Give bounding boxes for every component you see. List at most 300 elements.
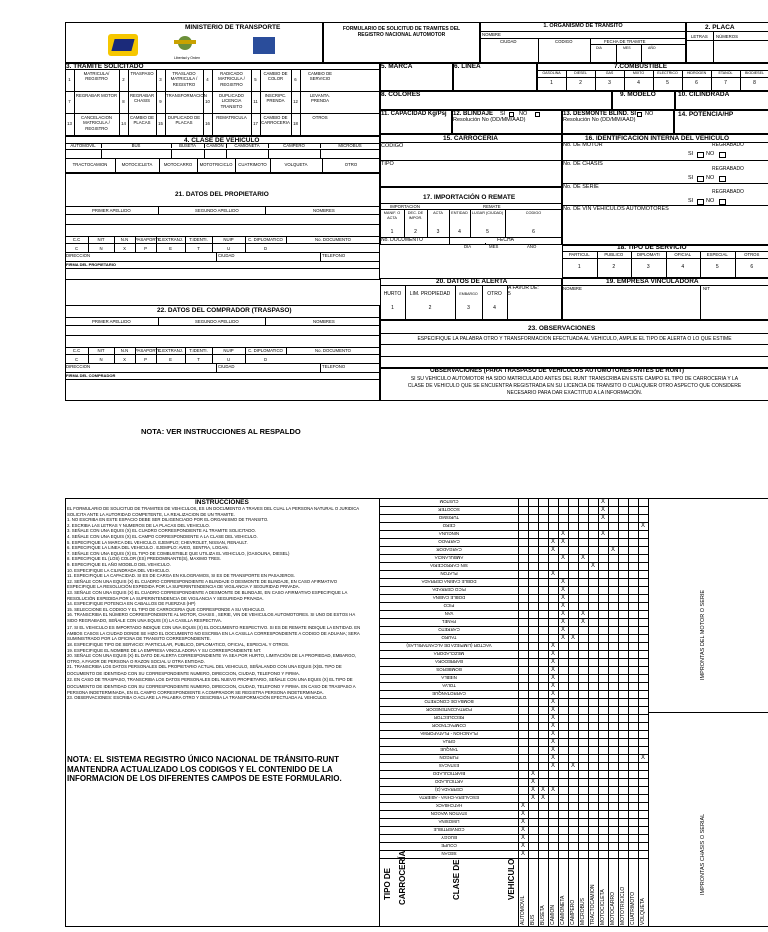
s17-option-1[interactable]: 1 — [390, 229, 394, 235]
vehicle-class-10: MOTOCARRO — [610, 892, 616, 925]
instruction-line: RESOLUCIÓN EXPEDIDA POR LA SUPERINTENDENCIA DE VIGILANCIA Y SEGURIDAD PRIVADA. — [67, 595, 264, 601]
vehicle-class[interactable]: TRACTOCAMION — [72, 162, 108, 167]
s22-id-type: NIT — [97, 348, 105, 353]
s22-ap2: SEGUNDO APELLIDO — [195, 319, 239, 324]
vehicle-class[interactable]: BUSETA — [179, 143, 196, 148]
x-mark[interactable]: X — [580, 611, 585, 617]
s17-option-6[interactable]: 6 — [532, 229, 535, 235]
instruction-line: DOCUMENTO DE IDENTIDAD CON SU CORRESPONDIENTE NUMERO, DIRECCION, CIUDAD, TELEFONO Y FIRMA. EN CASO DE TRASPASO A — [67, 684, 356, 690]
s3-item-label[interactable]: CAMBIO DE CARROCERIA — [261, 115, 290, 126]
instruction-line: 3. SEÑALE CON UNA EQUIS (X) EL CUADRO CORRESPONDIENTE AL TRAMITE SOLICITADO. — [67, 528, 256, 534]
x-mark[interactable]: X — [550, 683, 555, 689]
vehicle-class-9: MOTOCICLETA — [600, 889, 606, 925]
carroceria-label: CARROCERÍA — [398, 850, 407, 905]
s21-ap1: PRIMER APELLIDO — [92, 208, 131, 213]
service-option-6[interactable]: 6 — [750, 264, 754, 270]
x-mark[interactable]: X — [590, 563, 595, 569]
fuel-option-7[interactable]: 7 — [724, 80, 727, 86]
s3-item-num: 1 — [68, 77, 71, 82]
s3-item-num: 15 — [158, 121, 163, 126]
instruction-line: 6. ESPECIFIQUE LA LINEA DEL VEHICULO . EJEMPLO: AVEO, SENTRA, LOGAN. — [67, 545, 229, 551]
s22-id-type: PASAPORTE — [135, 348, 161, 353]
s22-id-type: N.N — [120, 348, 129, 353]
alert-option-5[interactable]: 5 — [508, 291, 511, 297]
body-type-4: CONVERTIBLE — [433, 827, 465, 832]
s21-telefono: TELEFONO — [322, 253, 346, 258]
body-type-30: PANEL — [441, 619, 457, 624]
body-type-5: LIMOSINA — [438, 819, 460, 824]
x-mark[interactable]: X — [550, 755, 555, 761]
alert-option-3[interactable]: 3 — [467, 305, 470, 311]
x-mark[interactable]: X — [550, 715, 555, 721]
s21-id-type: C. DIPLOMATICO — [248, 237, 283, 242]
body-type-19: PORTACONTENEDOR — [426, 707, 472, 712]
s3-item-label[interactable]: LEVANTA. PRENDA — [309, 93, 331, 104]
x-mark[interactable]: X — [560, 531, 565, 537]
instruction-line: AMBOS CASOS LA CIUDAD DONDE SE HIZO EL DOCUMENTO NO ESCRIBA EN LA CASILLA CORRESPONDIENTE A CODIGO DE ADUANA; SERA — [67, 630, 360, 636]
vehicle-class[interactable]: CAMION — [206, 143, 224, 148]
vehicle-class-7: MICROBUS — [580, 898, 586, 925]
x-mark[interactable]: X — [550, 539, 555, 545]
s21-ciudad: CIUDAD — [218, 253, 235, 258]
x-mark[interactable]: X — [550, 763, 555, 769]
service-label: ESPECIAL — [706, 252, 728, 257]
fuel-option-1[interactable]: 1 — [550, 80, 553, 86]
regrabado-no: NO — [706, 198, 715, 204]
x-mark[interactable]: X — [560, 555, 565, 561]
s3-item-label[interactable]: TRASPASO — [130, 71, 154, 76]
vehicle-class[interactable]: AUTOMOVIL — [70, 143, 96, 148]
x-mark[interactable]: X — [540, 795, 545, 801]
instruction-line: 19. ESPECIFIQUE EL NOMBRE DE LA EMPRESA VINCULADORA Y SU CORRESPONDIENTE NIT. — [67, 647, 262, 653]
form-title-1: FORMULARIO DE SOLICITUD DE TRAMITES DEL — [342, 26, 461, 32]
x-mark[interactable]: X — [550, 707, 555, 713]
ministry-name: MINISTERIO DE TRANSPORTE — [185, 24, 281, 31]
s3-item-label[interactable]: CAMBIO DE PLACAS — [129, 115, 155, 126]
s3-item-label[interactable]: CAMBIO DE SERVICIO — [307, 71, 333, 82]
s13-si-checkbox[interactable] — [637, 112, 642, 117]
s22-id-type: T.IDENTI. — [189, 348, 208, 353]
s17-title: 17. IMPORTACIÓN O REMATE — [423, 194, 516, 201]
x-mark[interactable]: X — [550, 675, 555, 681]
body-type-31: VAN — [444, 611, 454, 616]
tipo-de-label: TIPO DE — [383, 867, 392, 900]
nota-runt: NOTA: EL SISTEMA REGISTRO ÚNICO NACIONAL DE TRÁNSITO-RUNT MANTENDRA ACTUALIZADO LOS CODIGOS Y EL CONTENIDO DE LA INFORMACION DE LOS DIFERENTES CAMPOS DE ESTE FORMULARIO. — [67, 755, 342, 783]
x-mark[interactable]: X — [560, 595, 565, 601]
obs2-line-2: CLASE DE VEHICULO QUE SE ENCUENTRA REGISTRADA EN SU LICENCIA DE TRANSITO O CUALQUIER OTRO ASPECTO QUE CONSIDERE — [407, 383, 742, 389]
x-mark[interactable]: X — [600, 531, 605, 537]
instruction-line: OTRO, A FAVOR DE PERSONA O RAZON SOCIAL U OTRA ENTIDAD. — [67, 658, 205, 664]
vehicle-class[interactable]: CAMIONETA — [234, 143, 260, 148]
s12-title: 12. BLINDAJE — [453, 111, 494, 117]
body-type-20: BOMBA DE CONCRETO — [424, 699, 474, 704]
instruction-line: SIDO REGRABADO, SEÑALE CON UNA EQUIS (X) LA CASILLA RESPECTIVA. — [67, 618, 222, 623]
fuel-option-8[interactable]: 8 — [753, 80, 756, 86]
regrabado-si: SI — [688, 151, 694, 157]
alert-option-1[interactable]: 1 — [391, 305, 394, 311]
x-mark[interactable]: X — [550, 723, 555, 729]
service-option-4[interactable]: 4 — [681, 264, 685, 270]
instruction-line: 8. ESPECIFIQUE EL (LOS) COLOR (ES) PREDOMINANTE(S), MAXIMO TRES. — [67, 556, 221, 562]
x-mark[interactable]: X — [520, 827, 525, 833]
vehicle-class-13: VOLQUETA — [640, 898, 646, 925]
s12-si: SI — [500, 111, 506, 117]
s15-codigo: CODIGO — [381, 143, 404, 149]
fuel-label: GAS — [605, 71, 614, 75]
s22-id-code[interactable]: E — [169, 357, 172, 362]
body-type-32: PICO — [443, 603, 455, 608]
s12-no: NO — [519, 111, 528, 117]
instruction-line: 9. ESPECIFIQUE EL AÑO MODELO DEL VEHICULO. — [67, 562, 171, 567]
body-type-45: CUSTOM — [439, 499, 459, 504]
transit-logo — [253, 37, 275, 54]
s16-label: No. DE MOTOR — [563, 142, 603, 148]
s22-id-code[interactable]: C — [74, 357, 79, 362]
x-mark[interactable]: X — [640, 755, 645, 761]
s19-nombre: NOMBRE — [563, 286, 582, 291]
x-mark[interactable]: X — [570, 763, 575, 769]
x-mark[interactable]: X — [600, 499, 605, 505]
instruction-line: EL FORMULARIO DE SOLICITUD DE TRAMITES DE VEHICULOS, ES UN DOCUMENTO A TRAVES DEL CUAL LA PERSONA NATURAL O JURIDICA — [67, 506, 360, 511]
s22-ciudad: CIUDAD — [218, 364, 235, 369]
instruction-line: DOCUMENTO DE IDENTIDAD CON SU CORRESPONDIENTE NUMERO, DIRECCION, CIUDAD, TELEFONO Y FIRMA. — [67, 671, 300, 677]
s1-codigo: CODIGO — [555, 39, 573, 44]
body-type-7: HATCHBACK — [435, 803, 463, 808]
s3-item-label[interactable]: MATRICULA/ REGISTRO — [83, 71, 110, 82]
instruction-line: 7. SEÑALE CON UNA EQUIS (X) EL TIPO DE COMBUSTIBLE QUE UTILIZA EL VEHICULO, (GASOLINA, DIESEL) — [67, 550, 290, 556]
x-mark[interactable]: X — [550, 571, 555, 577]
s4-title: 4. CLASE DE VEHICULO — [184, 137, 260, 144]
vehicle-class[interactable]: CAMPERO — [283, 143, 305, 148]
s3-item-label[interactable]: DUPLICADO DE PLACAS — [167, 115, 201, 126]
x-mark[interactable]: X — [550, 547, 555, 553]
s3-item-label[interactable]: REGRABAR CHASIS — [129, 93, 155, 104]
s21-id-type: NIT — [97, 237, 105, 242]
s22-id-code[interactable]: U — [226, 357, 231, 362]
obs2-line-3: NECESARIO PARA DAR EXACTITUD A LA INFORMACIÓN. — [506, 390, 643, 396]
s16-title: 16. IDENTIFICACION INTERNA DEL VEHICULO — [585, 135, 730, 142]
s21-id-code[interactable]: P — [144, 246, 147, 251]
fuel-label: MIXTO — [632, 71, 645, 75]
s3-item-num: 8 — [122, 99, 125, 104]
s22-id-code[interactable]: P — [144, 357, 147, 362]
body-type-29: CARRETO — [438, 627, 460, 632]
regrabado-no-checkbox[interactable] — [719, 152, 726, 158]
instruction-line: 15. SELECCIONE EL CODIGO Y EL TIPO DE CARROCERIA QUE CORRESPONDE A SU VEHICULO. — [67, 606, 266, 612]
regrabado-no-checkbox[interactable] — [719, 199, 726, 205]
regrabado-no: NO — [706, 175, 715, 181]
s22-title: 22. DATOS DEL COMPRADOR (TRASPASO) — [157, 307, 292, 314]
x-mark[interactable]: X — [550, 651, 555, 657]
s21-id-code[interactable]: C — [74, 246, 79, 251]
body-type-18: RECOLECTOR — [433, 715, 465, 720]
obs2-title: OBSERVACIONES (PARA TRASPASO DE VEHICULOS AUTOMOTORES ANTES DE RUNT) — [430, 368, 685, 374]
s3-item-num: 17 — [253, 121, 258, 126]
x-mark[interactable]: X — [540, 787, 545, 793]
x-mark[interactable]: X — [520, 819, 525, 825]
s17-label: DEC. DE IMPOR. — [407, 211, 424, 220]
s21-id-code[interactable]: T — [197, 246, 200, 251]
x-mark[interactable]: X — [550, 731, 555, 737]
x-mark[interactable]: X — [550, 699, 555, 705]
fuel-label: GASOLINA — [542, 71, 561, 75]
s16-label: No. DE VIN VEHICULOS AUTOMOTORES — [563, 206, 669, 212]
body-type-44: SCOOTER — [438, 507, 460, 512]
body-type-26: MEZCLADORA — [433, 651, 465, 656]
s3-item-label[interactable]: TRANSFORMACION — [166, 93, 207, 98]
s3-item-label[interactable]: REMATRICULA — [216, 115, 247, 120]
fuel-option-3[interactable]: 3 — [608, 80, 611, 86]
s17-option-5[interactable]: 5 — [486, 229, 489, 235]
instruction-line: SOLICITA ANTE LA AUTORIDAD COMPETENTE, LA REALIZACION DE UN TRAMITE. — [67, 511, 235, 517]
s13-title: 13. DESMONTE BLIND. SI — [563, 111, 637, 117]
s18-title: 18. TIPO DE SERVICIO — [617, 244, 687, 251]
s3-item-num: 10 — [205, 99, 210, 104]
service-option-2[interactable]: 2 — [612, 264, 616, 270]
s5-title: 5. MARCA — [381, 63, 413, 70]
x-mark[interactable]: X — [530, 771, 535, 777]
x-mark[interactable]: X — [560, 603, 565, 609]
fuel-option-6[interactable]: 6 — [695, 80, 698, 86]
s21-id-code[interactable]: N — [99, 246, 103, 251]
x-mark[interactable]: X — [560, 627, 565, 633]
s17-option-2[interactable]: 2 — [414, 229, 417, 235]
x-mark[interactable]: X — [610, 547, 615, 553]
s12-no-checkbox[interactable] — [535, 112, 540, 117]
x-mark[interactable]: X — [560, 635, 565, 641]
body-type-23: NIEBLA — [441, 675, 457, 680]
vehicle-class-12: CUATRIMOTO — [630, 891, 636, 925]
body-type-8: ESCALERA-CHIVA - ABIERTA — [419, 795, 479, 800]
s3-item-label[interactable]: CAMBIO DE COLOR — [263, 71, 288, 82]
coat-of-arms-logo — [172, 32, 198, 56]
s1-fecha: FECHA DE TRAMITE — [604, 39, 646, 44]
vehiculo-label: VEHICULO — [507, 858, 516, 900]
x-mark[interactable]: X — [550, 739, 555, 745]
clase-de-label: CLASE DE — [452, 859, 461, 900]
fuel-label: BIODIESEL — [745, 71, 764, 75]
s1-ano: AÑO — [648, 46, 656, 50]
x-mark[interactable]: X — [600, 515, 605, 521]
alert-option-2[interactable]: 2 — [428, 305, 432, 311]
s3-item-label[interactable]: DUPLICADO LICENCIA TRANSITO — [218, 93, 245, 109]
s3-item-num: 11 — [253, 99, 258, 104]
s21-id-code[interactable]: D — [263, 246, 268, 251]
x-mark[interactable]: X — [550, 691, 555, 697]
s7-title: 7.COMBUSTIBLE — [614, 63, 668, 70]
fuel-option-4[interactable]: 4 — [637, 80, 640, 86]
x-mark[interactable]: X — [550, 787, 555, 793]
s22-id-code[interactable]: T — [197, 357, 200, 362]
s17-label: LUGAR (CIUDAD) — [471, 211, 504, 215]
alert-label: OTRO — [487, 291, 502, 297]
s22-id-code[interactable]: N — [99, 357, 103, 362]
instruction-line: 11. ESPECIFIQUE LA CAPACIDAD. SI ES DE CARGA EN KILOGRAMOS, SI ES DE TRANSPORTE EN PASAJEROS. — [67, 573, 295, 579]
body-type-25: BARREDORA — [435, 659, 463, 664]
instruction-line: 5. ESPECIFIQUE LA MARCA DEL VEHICULO. EJEMPLO; CHEVROLET, NISSAN, RENAULT. — [67, 539, 248, 545]
s3-item-num: 5 — [254, 77, 257, 82]
s21-id-type: C.C — [72, 237, 81, 242]
s17-label: CODIGO — [525, 211, 542, 215]
s12-resolucion: Resolución No (DD/MM/AAD) — [453, 117, 526, 123]
x-mark[interactable]: X — [550, 667, 555, 673]
s3-item-num: 18 — [293, 121, 298, 126]
x-mark[interactable]: X — [520, 835, 525, 841]
fuel-option-5[interactable]: 5 — [666, 80, 669, 86]
x-mark[interactable]: X — [550, 747, 555, 753]
x-mark[interactable]: X — [550, 659, 555, 665]
s22-id-type: C.EXTRANJ. — [157, 348, 184, 353]
x-mark[interactable]: X — [560, 539, 565, 545]
s3-item-label[interactable]: TRASLADO MATRICULA / REGISTRO — [170, 71, 198, 87]
s3-item-num: 7 — [68, 99, 71, 104]
regrabado-no-checkbox[interactable] — [719, 176, 726, 182]
x-mark[interactable]: X — [560, 619, 565, 625]
fuel-option-2[interactable]: 2 — [579, 80, 582, 86]
body-type-24: BOMBEROS — [436, 667, 462, 672]
s16-label: No. DE SERIE — [563, 184, 599, 190]
x-mark[interactable]: X — [530, 787, 535, 793]
s15-title: 15. CARROCERIA — [443, 135, 498, 142]
s17-dia: DIA — [464, 244, 472, 249]
s9-title: 9. MODELO — [620, 91, 656, 98]
service-option-1[interactable]: 1 — [577, 264, 581, 270]
x-mark[interactable]: X — [520, 803, 525, 809]
s3-item-num: 14 — [121, 121, 126, 126]
x-mark[interactable]: X — [560, 587, 565, 593]
body-type-1: SEDAN — [441, 851, 457, 856]
body-type-16: PLANCHON - PLATAFORMA — [420, 731, 478, 736]
form-title-2: REGISTRO NACIONAL AUTOMOTOR — [357, 32, 446, 38]
vehicle-class[interactable]: MOTOTRICICLO — [199, 162, 233, 167]
s21-id-code[interactable]: E — [169, 246, 172, 251]
s23-title: 23. OBSERVACIONES — [528, 325, 596, 332]
s22-id-code[interactable]: X — [123, 357, 126, 362]
x-mark[interactable]: X — [520, 843, 525, 849]
s1-nombre: NOMBRE — [482, 32, 501, 37]
x-mark[interactable]: X — [560, 579, 565, 585]
s1-mes: MES — [623, 46, 631, 50]
vehicle-class[interactable]: CUATRIMOTO — [238, 162, 267, 167]
s21-firma: FIRMA DEL PROPIETARIO — [66, 262, 116, 267]
s17-option-4[interactable]: 4 — [458, 229, 461, 235]
vehicle-class[interactable]: MOTOCICLETA — [121, 162, 153, 167]
s3-item-num: 4 — [206, 77, 209, 82]
improntas-chasis: IMPRONTAS CHASIS O SERIAL — [700, 813, 706, 895]
instruction-line: 13. SEÑALE CON UNA EQUIS (X) EL CUADRO CORRESPONDIENTE A DESMONTE DE BLINDAJE, EN CASO AFIRMATIVO ESPECIFIQUE LA — [67, 590, 348, 595]
body-type-36: PLATON — [440, 571, 458, 576]
s19-title: 19. EMPRESA VINCULADORA — [606, 278, 699, 285]
instruction-line: 20. SEÑALE CON UNA EQUIS (X) EL DATO DE ALERTA CORRESPONDIENTE YA SEA POR HURTO, LIMITACIÓN DE LA PROPIEDAD, EMBARGO, — [67, 653, 356, 659]
instruction-line: 21. TRANSCRIBA LOS DATOS PERSONALES DEL PROPIETARIO ACTUAL DEL VEHICULO, SEÑALANDO CON UNA EQUIS (X)EL TIPO DE — [67, 664, 342, 670]
x-mark[interactable]: X — [550, 643, 555, 649]
fuel-label: HIDROGEN — [686, 71, 707, 75]
service-label: PARTICUL — [568, 252, 590, 257]
service-option-5[interactable]: 5 — [715, 264, 719, 270]
s22-telefono: TELEFONO — [322, 364, 346, 369]
s14-title: 14. POTENCIA/HP — [678, 111, 734, 118]
instruction-line: PERSONA INDETERMINADA, EN EL CAMPO CORRESPONDIENTE A COMPRADOR SE REGISTRA PERSONA INDETERMINADA. — [67, 689, 324, 695]
s3-item-num: 13 — [67, 121, 72, 126]
s22-id-type: C.C — [72, 348, 81, 353]
service-label: DIPLOMATI — [636, 252, 660, 257]
alert-label: EMBARGO — [459, 292, 478, 296]
x-mark[interactable]: X — [520, 811, 525, 817]
s3-item-label[interactable]: REGRABAR MOTOR — [75, 93, 118, 98]
s1-ciudad: CIUDAD — [500, 39, 517, 44]
x-mark[interactable]: X — [530, 779, 535, 785]
regrabado-si-checkbox[interactable] — [697, 176, 704, 182]
vehicle-class[interactable]: VOLQUETA — [284, 162, 308, 167]
x-mark[interactable]: X — [560, 611, 565, 617]
x-mark[interactable]: X — [600, 507, 605, 513]
s17-label: ENTIDAD — [451, 211, 468, 215]
s17-doc: No. DOCUMENTO — [381, 237, 423, 243]
service-option-3[interactable]: 3 — [646, 264, 650, 270]
body-type-39: CARGADOR — [436, 547, 462, 552]
body-type-17: COMPACTADOR — [432, 723, 466, 728]
body-type-42: CERO — [442, 523, 456, 528]
alert-favor: A FAVOR DE: — [508, 285, 539, 291]
s17-mes: MES — [489, 244, 499, 249]
vehicle-class-3: BUSETA — [540, 905, 546, 925]
s3-item-num: 2 — [122, 77, 125, 82]
s21-id-type: NUIP — [223, 237, 234, 242]
vehicle-class-8: TRACTOCAMION — [590, 884, 596, 925]
s2-letras: LETRAS — [691, 34, 708, 39]
x-mark[interactable]: X — [570, 635, 575, 641]
vehicle-class-6: CAMPERO — [570, 899, 576, 925]
x-mark[interactable]: X — [580, 619, 585, 625]
alert-option-4[interactable]: 4 — [493, 305, 496, 311]
s21-title: 21. DATOS DEL PROPIETARIO — [175, 191, 269, 198]
vehicle-class[interactable]: OTRO — [344, 162, 358, 167]
body-type-6: STATION WAGON — [430, 811, 468, 816]
s21-id-code[interactable]: X — [123, 246, 126, 251]
instruction-line: 16. TRANSCRIBA EL NÚMERO CORRESPONDIENTE AL MOTOR, CHASIS , SERIE, VIN DE VEHICULOS AUTOMOTORES. SI UNO DE ESTOS HA — [67, 612, 356, 618]
s3-item-label[interactable]: RADICADO MATRICULA / REGISTRO — [218, 71, 245, 87]
regrabado-si-checkbox[interactable] — [697, 152, 704, 158]
vehicle-class-11: MOTOTRICICLO — [620, 886, 626, 925]
service-label: OFICIAL — [674, 252, 692, 257]
instruction-line: 22. EN CASO DE TRASPASO, TRANSCRIBA LOS DATOS PERSONALES DEL NUEVO PROPIETARIO, SEÑALE CON UNA EQUIS (X) EL TIPO DE — [67, 677, 353, 682]
regrabado-si-checkbox[interactable] — [697, 199, 704, 205]
s22-id-code[interactable]: D — [263, 357, 268, 362]
s3-item-label[interactable]: INSCRIPC. PRENDA — [264, 93, 287, 104]
s21-id-type: PASAPORTE — [135, 237, 161, 242]
s3-item-label[interactable]: OTROS — [312, 115, 328, 120]
x-mark[interactable]: X — [520, 851, 525, 857]
vehicle-class[interactable]: MOTOCARRO — [163, 162, 193, 167]
x-mark[interactable]: X — [640, 523, 645, 529]
vehicle-class[interactable]: MICROBUS — [338, 143, 362, 148]
s3-item-label[interactable]: CANCELACION MATRICULA / REGISTRO — [80, 115, 113, 131]
vehicle-class[interactable]: BUS — [131, 143, 141, 148]
x-mark[interactable]: X — [530, 795, 535, 801]
s21-id-code[interactable]: U — [226, 246, 231, 251]
body-type-41: NINGUNA — [438, 531, 460, 536]
alert-label: LIM. PROPIEDAD — [409, 291, 451, 297]
s17-option-3[interactable]: 3 — [436, 229, 440, 235]
s3-item-num: 6 — [294, 77, 297, 82]
x-mark[interactable]: X — [580, 555, 585, 561]
s3-item-num: 12 — [293, 99, 298, 104]
s21-id-type: N.N — [120, 237, 129, 242]
nota-respaldo: NOTA: VER INSTRUCCIONES AL RESPALDO — [141, 427, 301, 436]
s16-label: No. DE CHASIS — [563, 161, 603, 167]
s17-ano: AÑO — [527, 244, 537, 249]
s2-numeros: NÚMEROS — [716, 34, 738, 39]
